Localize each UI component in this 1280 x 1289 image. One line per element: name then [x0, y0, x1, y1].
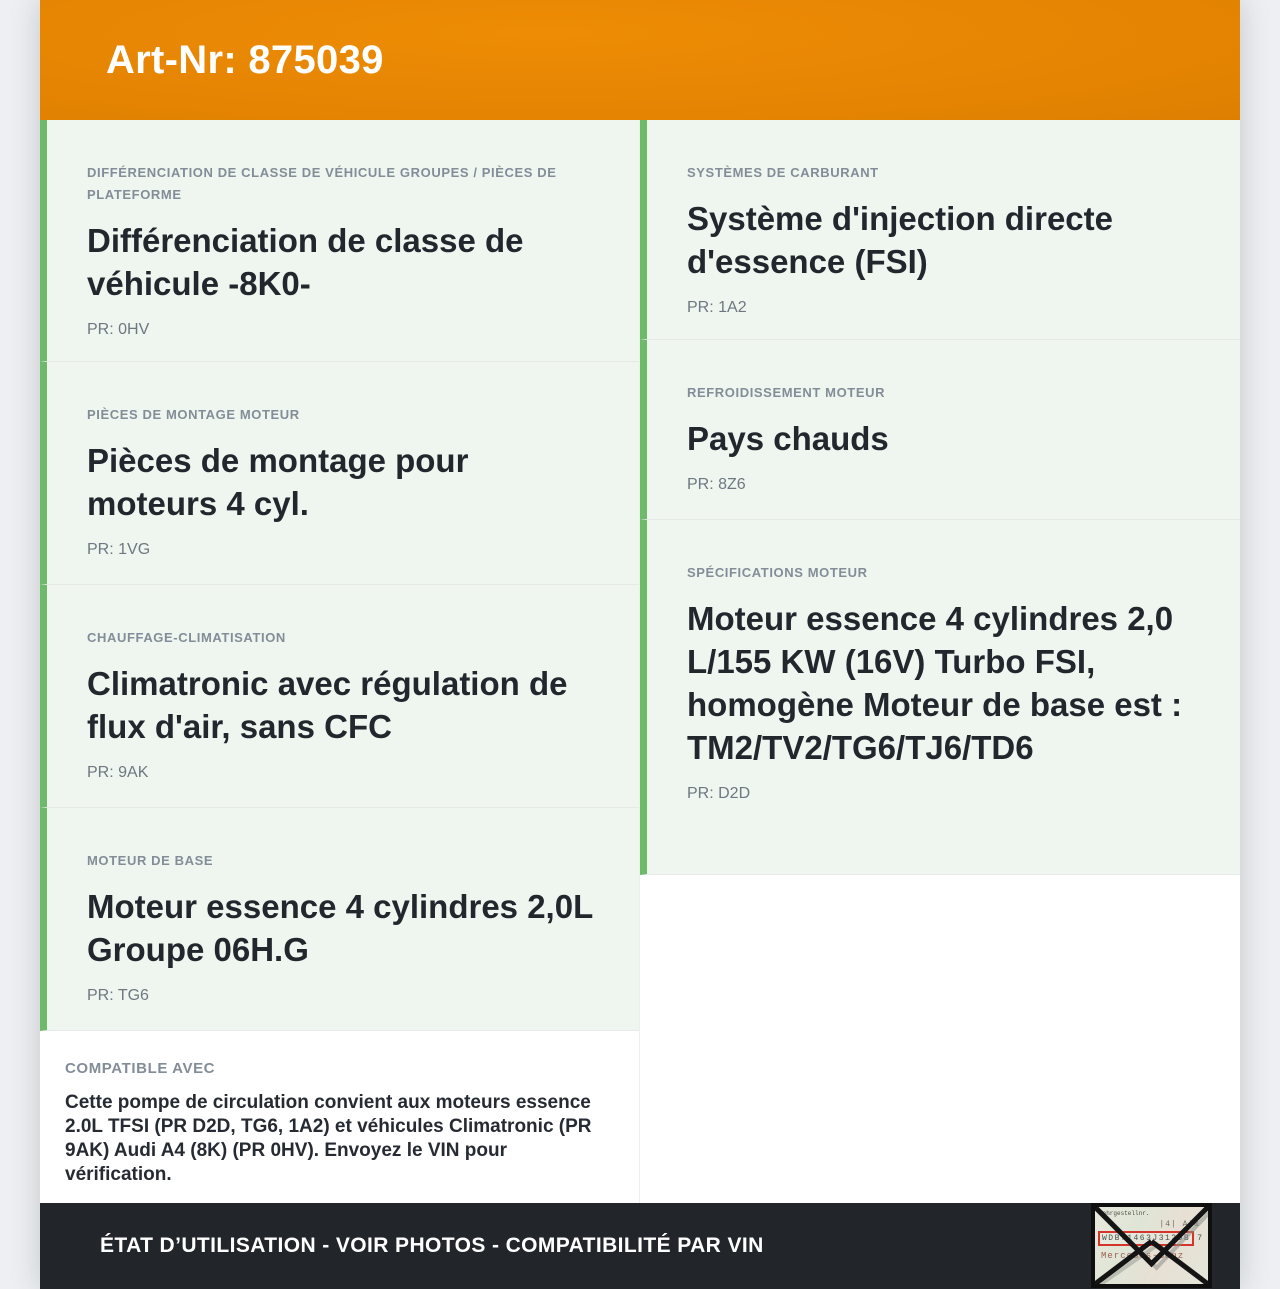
spec-card-label: PIÈCES DE MONTAGE MOTEUR [87, 407, 300, 422]
compatibility-label: COMPATIBLE AVEC [65, 1060, 216, 1077]
spec-card-climate [40, 585, 639, 808]
spec-card-base-engine [40, 808, 639, 1031]
spec-card-engine-mounting [40, 362, 639, 585]
vin-document-meta-text: |4| A|& [1159, 1220, 1200, 1229]
footer-bar [40, 1203, 1240, 1289]
spec-card-pr-code: PR: 1A2 [687, 299, 747, 316]
spec-card-label: SPÉCIFICATIONS MOTEUR [687, 565, 868, 580]
spec-card-title: Climatronic avec régulation de flux d'air, sans CFC [87, 665, 568, 745]
spec-card-label: REFROIDISSEMENT MOTEUR [687, 385, 886, 400]
spec-card-title: Différenciation de classe de véhicule -8K0- [87, 222, 524, 302]
spec-column-left [40, 120, 640, 1203]
spec-card-title: Pays chauds [687, 420, 889, 457]
spec-card-pr-code: PR: D2D [687, 785, 751, 802]
footer-text: ÉTAT D’UTILISATION - VOIR PHOTOS - COMPATIBILITÉ PAR VIN [100, 1234, 764, 1257]
spec-columns [40, 120, 1240, 1203]
header-banner [40, 0, 1240, 120]
vin-document-field-label: Fahrgestellnr. [1099, 1210, 1150, 1217]
spec-card-title: Moteur essence 4 cylindres 2,0 L/155 KW (16V) Turbo FSI, homogène Moteur de base est : TM2/TV2/TG6/TJ6/TD6 [687, 600, 1183, 766]
spec-card-engine-specs [640, 520, 1240, 875]
spec-card-title: Système d'injection directe d'essence (FSI) [687, 200, 1113, 280]
spec-card-label: DIFFÉRENCIATION DE CLASSE DE VÉHICULE GROUPES / PIÈCES DE PLATEFORME [87, 165, 557, 202]
page-title: Art-Nr: 875039 [106, 37, 384, 82]
vin-document-image [1091, 1203, 1212, 1288]
vin-suffix: 7 [1197, 1234, 1203, 1243]
listing-page [40, 0, 1240, 1289]
spec-card-vehicle-class [40, 120, 639, 362]
spec-card-title: Pièces de montage pour moteurs 4 cyl. [87, 442, 469, 522]
envelope-icon [1095, 1207, 1208, 1284]
spec-card-label: SYSTÈMES DE CARBURANT [687, 165, 879, 180]
spec-card-engine-cooling [640, 340, 1240, 520]
spec-card-pr-code: PR: 1VG [87, 541, 151, 558]
spec-card-fuel-system [640, 120, 1240, 340]
spec-card-pr-code: PR: 9AK [87, 764, 149, 781]
spec-card-pr-code: PR: 8Z6 [687, 476, 746, 493]
spec-card-title: Moteur essence 4 cylindres 2,0L Groupe 06H.G [87, 888, 593, 968]
vin-highlight-box: WDB71463J3129B [1098, 1231, 1194, 1246]
spec-card-label: CHAUFFAGE-CLIMATISATION [87, 630, 286, 645]
compatibility-section [40, 1031, 639, 1203]
spec-card-label: MOTEUR DE BASE [87, 853, 214, 868]
compatibility-text: Cette pompe de circulation convient aux moteurs essence 2.0L TFSI (PR D2D, TG6, 1A2) et véhicules Climatronic (PR 9AK) Audi A4 (8K) (PR 0HV). Envoyez le VIN pour vérification. [65, 1092, 592, 1185]
spec-card-pr-code: PR: TG6 [87, 987, 149, 1004]
spec-column-right [640, 120, 1240, 1203]
vin-document-brand: Mercedes-Benz [1101, 1251, 1185, 1261]
spec-card-pr-code: PR: 0HV [87, 321, 150, 338]
